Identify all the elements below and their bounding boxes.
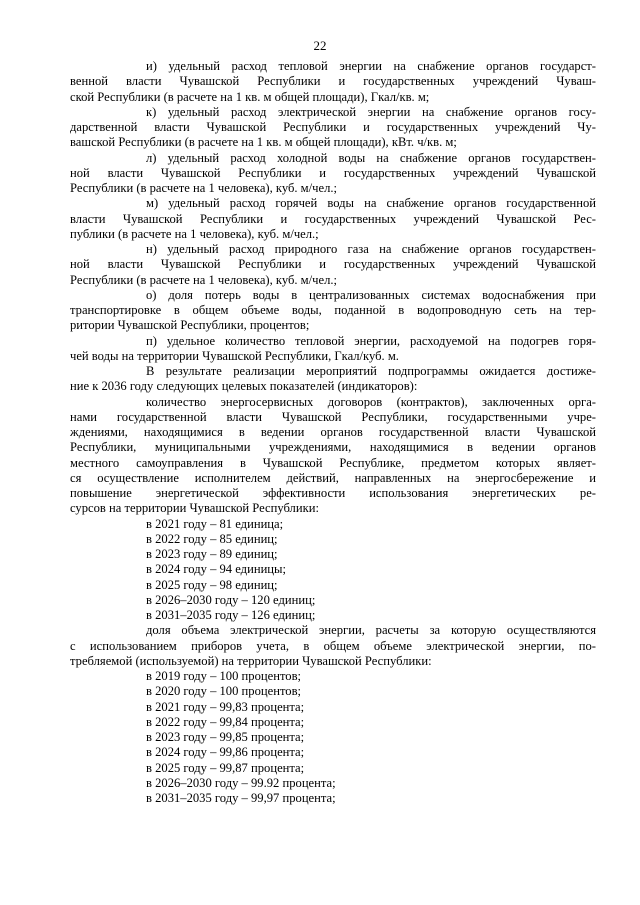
text-line: транспортировке в общем объеме воды, поданной в водопроводную сеть на тер- [70, 303, 596, 317]
text-line: сурсов на территории Чувашской Республики: [70, 501, 319, 516]
text-line: повышение энергетической эффективности использования энергетических ре- [70, 486, 596, 500]
text-line: Республики, муниципальными учреждениями, находящимися в ведении органов [70, 440, 596, 455]
list-item: в 2024 году – 94 единицы; [146, 562, 287, 577]
text-line: требляемой (используемой) на территории Чувашской Республики: [70, 653, 432, 668]
text-line: к) удельный расход электрической энергии на снабжение органов госу- [146, 104, 596, 119]
list-item: в 2020 году – 100 процентов; [146, 684, 302, 699]
list-item: в 2023 году – 99,85 процента; [146, 730, 305, 744]
paragraph-heat-consumption [70, 59, 596, 105]
text-line: В результате реализации мероприятий подпрограммы ожидается достиже- [146, 364, 596, 378]
list-item: в 2026–2030 году – 99.92 процента; [146, 775, 336, 790]
list-item: в 2024 году – 99,86 процента; [146, 745, 305, 760]
text-line: с использованием приборов учета, в общем объеме электрической энергии, по- [70, 638, 596, 653]
page-body [70, 59, 596, 806]
list-item: в 2021 году – 81 единица; [146, 516, 284, 531]
paragraph-cold-water [70, 150, 596, 197]
text-line: местного самоуправления в Чувашской Республике, предметом которых являет- [70, 455, 596, 470]
list-item: в 2021 году – 99,83 процента; [146, 699, 305, 714]
text-line: доля объема электрической энергии, расчеты за которую осуществляются [146, 623, 596, 638]
text-line: ся осуществление исполнителем действий, направленных на энергосбережение и [70, 470, 596, 485]
text-line: ской Республики (в расчете на 1 кв. м общей площади), Гкал/кв. м; [70, 89, 430, 104]
text-line: власти Чувашской Республики и государственных учреждений Чувашской Рес- [70, 211, 596, 226]
list-metered-electricity [108, 669, 596, 806]
list-item: в 2022 году – 85 единиц; [146, 531, 278, 546]
text-line: Республики (в расчете на 1 человека), куб. м/чел.; [70, 272, 338, 287]
text-line: л) удельный расход холодной воды на снабжение органов государствен- [146, 150, 596, 165]
list-item: в 2025 году – 99,87 процента; [146, 760, 305, 775]
list-energy-contracts [108, 517, 596, 624]
paragraph-electric-consumption [70, 104, 596, 151]
text-line: и) удельный расход тепловой энергии на снабжение органов государст- [146, 59, 596, 73]
paragraph-natural-gas [70, 242, 596, 288]
text-line: о) доля потерь воды в централизованных системах водоснабжения при [146, 287, 596, 302]
text-line: чей воды на территории Чувашской Республики, Гкал/куб. м. [70, 348, 399, 363]
text-line: ние к 2036 году следующих целевых показателей (индикаторов): [70, 379, 418, 394]
text-line: количество энергосервисных договоров (контрактов), заключенных орга- [146, 394, 596, 409]
text-line: ной власти Чувашской Республики и государственных учреждений Чувашской [70, 165, 596, 180]
text-line: ной власти Чувашской Республики и государственных учреждений Чувашской [70, 257, 596, 272]
paragraph-water-losses [70, 287, 596, 334]
text-line: венной власти Чувашской Республики и государственных учреждений Чуваш- [70, 74, 596, 89]
list-item: в 2031–2035 году – 99,97 процента; [146, 791, 336, 805]
paragraph-energy-contracts [70, 394, 596, 517]
text-line: нами государственной власти Чувашской Республики, государственными учре- [70, 409, 596, 424]
text-line: ритории Чувашской Республики, процентов; [70, 318, 310, 333]
paragraph-metered-electricity [70, 623, 596, 669]
text-line: дарственной власти Чувашской Республики и государственных учреждений Чу- [70, 120, 596, 134]
text-line: м) удельный расход горячей воды на снабжение органов государственной [146, 196, 596, 211]
text-line: Республики (в расчете на 1 человека), куб. м/чел.; [70, 181, 338, 195]
text-line: публики (в расчете на 1 человека), куб. м/чел.; [70, 226, 319, 241]
list-item: в 2022 году – 99,84 процента; [146, 714, 305, 729]
page-number: 22 [313, 38, 327, 53]
paragraph-hot-water-heating [70, 333, 596, 365]
paragraph-hot-water [70, 196, 596, 242]
list-item: в 2025 году – 98 единиц; [146, 577, 278, 592]
list-item: в 2023 году – 89 единиц; [146, 547, 278, 561]
text-line: вашской Республики (в расчете на 1 кв. м общей площади), кВт. ч/кв. м; [70, 135, 457, 150]
paragraph-expected-results [70, 364, 596, 395]
list-item: в 2031–2035 году – 126 единиц; [146, 608, 316, 622]
text-line: п) удельное количество тепловой энергии, расходуемой на подогрев горя- [146, 333, 596, 348]
list-item: в 2026–2030 году – 120 единиц; [146, 592, 316, 607]
list-item: в 2019 году – 100 процентов; [146, 669, 302, 683]
text-line: н) удельный расход природного газа на снабжение органов государствен- [146, 242, 596, 256]
text-line: ждениями, находящимися в ведении органов государственной власти Чувашской [70, 425, 596, 439]
